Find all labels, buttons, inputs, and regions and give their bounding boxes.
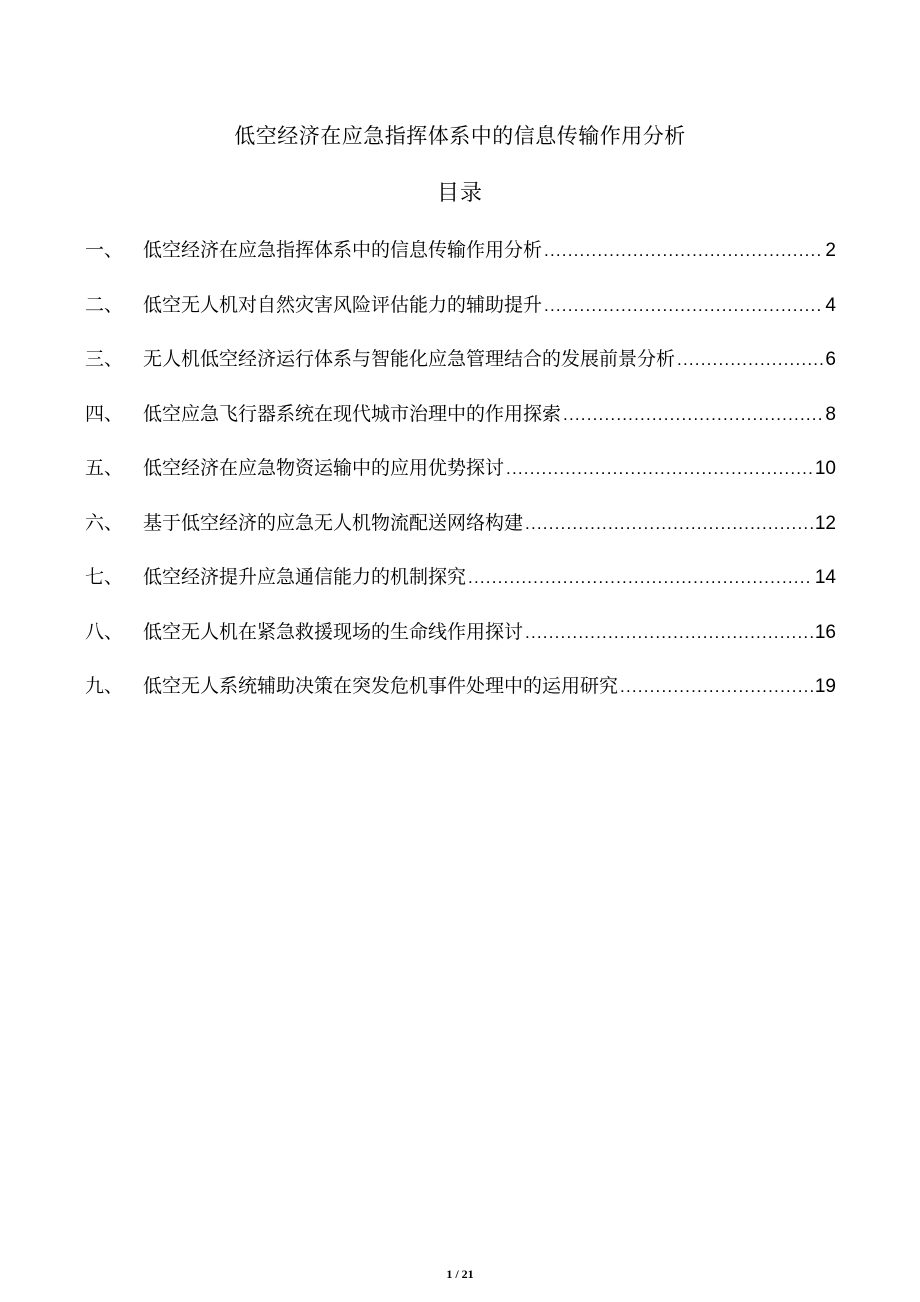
toc-entry-page: 10 bbox=[814, 458, 836, 479]
toc-entry-7[interactable] bbox=[85, 561, 836, 616]
toc-dot-leader bbox=[544, 235, 823, 267]
toc-entry-title: 低空经济提升应急通信能力的机制探究 bbox=[143, 566, 467, 588]
toc-dot-leader bbox=[563, 399, 823, 431]
toc-entry-page: 16 bbox=[814, 621, 836, 643]
toc-entry-number: 五、 bbox=[85, 457, 124, 479]
toc-entry-page: 8 bbox=[825, 403, 836, 425]
toc-entry-8[interactable] bbox=[85, 616, 836, 671]
toc-entry-2[interactable] bbox=[85, 289, 836, 344]
toc-heading: 目录 bbox=[436, 181, 483, 206]
page-number-footer: 1 / 21 bbox=[446, 1267, 474, 1281]
toc-entry-number: 二、 bbox=[85, 293, 124, 316]
toc-dot-leader bbox=[468, 562, 813, 594]
document-title: 低空经济在应急指挥体系中的信息传输作用分析 bbox=[234, 124, 686, 148]
toc-entry-title: 低空无人机在紧急救援现场的生命线作用探讨 bbox=[143, 620, 524, 643]
toc-entry-6[interactable] bbox=[85, 507, 836, 562]
toc-entry-number: 一、 bbox=[85, 239, 124, 261]
toc-entry-number: 三、 bbox=[85, 348, 124, 370]
toc-entry-title: 无人机低空经济运行体系与智能化应急管理结合的发展前景分析 bbox=[143, 348, 676, 370]
table-of-contents bbox=[85, 234, 836, 725]
toc-entry-5[interactable] bbox=[85, 452, 836, 507]
toc-dot-leader bbox=[677, 344, 823, 376]
toc-entry-title: 低空应急飞行器系统在现代城市治理中的作用探索 bbox=[143, 402, 562, 425]
toc-entry-number: 七、 bbox=[85, 566, 124, 588]
toc-entry-number: 六、 bbox=[85, 511, 124, 534]
toc-dot-leader bbox=[544, 290, 823, 322]
toc-dot-leader bbox=[525, 617, 813, 649]
toc-entry-page: 2 bbox=[825, 240, 836, 261]
toc-entry-page: 4 bbox=[825, 294, 836, 316]
toc-entry-page: 6 bbox=[825, 349, 836, 370]
toc-entry-page: 12 bbox=[814, 512, 836, 534]
toc-entry-4[interactable] bbox=[85, 398, 836, 453]
toc-entry-number: 八、 bbox=[85, 620, 124, 643]
toc-dot-leader bbox=[620, 671, 813, 703]
toc-entry-number: 四、 bbox=[85, 402, 124, 425]
toc-entry-3[interactable] bbox=[85, 343, 836, 398]
toc-dot-leader bbox=[525, 508, 813, 540]
toc-entry-9[interactable] bbox=[85, 670, 836, 725]
toc-entry-page: 14 bbox=[814, 567, 836, 588]
toc-entry-1[interactable] bbox=[85, 234, 836, 289]
toc-entry-title: 低空经济在应急物资运输中的应用优势探讨 bbox=[143, 457, 505, 479]
toc-dot-leader bbox=[506, 453, 813, 485]
toc-entry-title: 低空无人机对自然灾害风险评估能力的辅助提升 bbox=[143, 293, 543, 316]
toc-entry-title: 低空经济在应急指挥体系中的信息传输作用分析 bbox=[143, 239, 543, 261]
toc-entry-number: 九、 bbox=[85, 675, 124, 697]
toc-entry-title: 基于低空经济的应急无人机物流配送网络构建 bbox=[143, 511, 524, 534]
toc-entry-page: 19 bbox=[814, 676, 836, 697]
toc-entry-title: 低空无人系统辅助决策在突发危机事件处理中的运用研究 bbox=[143, 675, 619, 697]
